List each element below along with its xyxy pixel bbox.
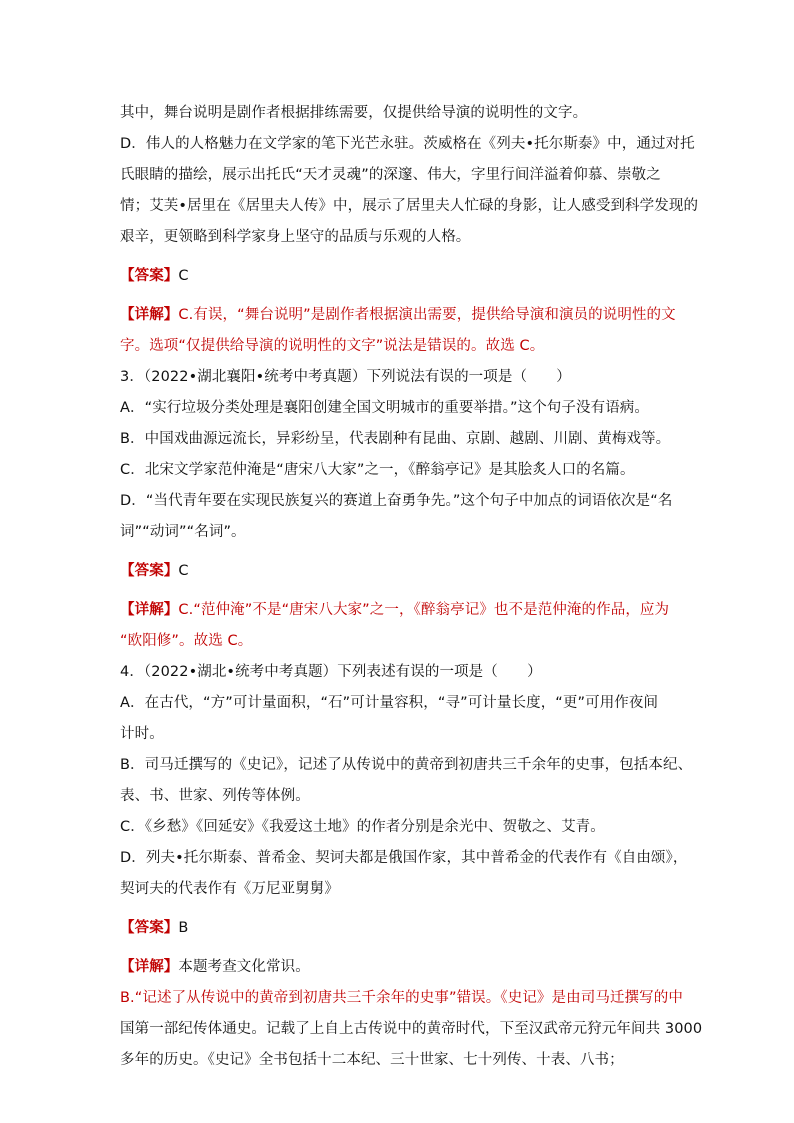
line-text: 计时。	[120, 726, 164, 742]
text-line	[120, 812, 680, 843]
label-tag: 【详解】	[120, 959, 179, 975]
answer-line	[120, 913, 680, 944]
text-line	[120, 843, 688, 874]
line-gap	[120, 292, 680, 300]
label-tag: 【详解】	[120, 602, 179, 618]
text-line	[120, 393, 680, 424]
line-text: “欧阳修”。故选 C。	[120, 633, 253, 649]
line-text: 氏眼睛的描绘，展示出托氏“天才灵魂”的深邃、伟大，字里行间洋溢着仰慕、崇敬之	[120, 167, 661, 183]
text-line	[120, 688, 680, 719]
label-tag: 【答案】	[120, 563, 179, 579]
text-line	[120, 222, 680, 253]
line-text: 4．（2022•湖北•统考中考真题）下列表述有误的一项是（ ）	[120, 664, 542, 680]
line-gap	[120, 253, 680, 261]
line-text: 契诃夫的代表作有《万尼亚舅舅》	[120, 881, 339, 897]
line-text: 字。选项“仅提供给导演的说明性的文字”说法是错误的。故选 C。	[120, 338, 545, 354]
text-line	[120, 657, 680, 688]
answer-line	[120, 556, 680, 587]
line-text: 表、书、世家、列传等体例。	[120, 788, 310, 804]
text-line	[120, 517, 680, 548]
line-text: 艰辛，更领略到科学家身上坚守的品质与乐观的人格。	[120, 229, 471, 245]
line-text: 情；艾芙•居里在《居里夫人传》中，展示了居里夫人忙碌的身影，让人感受到科学发现的	[120, 198, 699, 214]
line-text: B.“记述了从传说中的黄帝到初唐共三千余年的史事”错误。《史记》是由司马迁撰写的中	[120, 990, 683, 1006]
line-text: B．司马迁撰写的《史记》，记述了从传说中的黄帝到初唐共三千余年的史事，包括本纪、	[120, 757, 693, 773]
label-tag: 【答案】	[120, 268, 179, 284]
label-tag: 【答案】	[120, 920, 179, 936]
text-line	[120, 626, 680, 657]
line-text: B	[178, 920, 189, 936]
line-text: 多年的历史。《史记》全书包括十二本纪、三十世家、七十列传、十表、八书；	[120, 1052, 624, 1068]
text-line	[120, 98, 680, 129]
line-text: D．列夫•托尔斯泰、普希金、契诃夫都是俄国作家，其中普希金的代表作有《自由颂》，	[120, 850, 688, 866]
text-line	[120, 331, 680, 362]
text-line	[120, 1014, 703, 1045]
text-line	[120, 160, 680, 191]
line-text: C．《乡愁》《回延安》《我爱这土地》的作者分别是余光中、贺敬之、艾青。	[120, 819, 605, 835]
line-gap	[120, 905, 680, 913]
text-line	[120, 424, 680, 455]
line-gap	[120, 587, 680, 595]
line-gap	[120, 548, 680, 556]
line-text: D．“当代青年要在实现民族复兴的赛道上奋勇争先。”这个句子中加点的词语依次是“名	[120, 493, 673, 509]
text-line	[120, 191, 699, 222]
text-line	[120, 1045, 680, 1076]
label-tag: 【详解】	[120, 307, 179, 323]
text-line	[120, 486, 680, 517]
line-text: C	[178, 563, 189, 579]
text-line	[120, 781, 680, 812]
text-line	[120, 750, 693, 781]
text-line	[120, 983, 683, 1014]
text-line	[120, 362, 680, 393]
line-text: C.有误，“舞台说明”是剧作者根据演出需要，提供给导演和演员的说明性的文	[178, 307, 676, 323]
line-text: C.“范仲淹”不是“唐宋八大家”之一，《醉翁亭记》也不是范仲淹的作品，应为	[178, 602, 670, 618]
line-text: A．在古代，“方”可计量面积，“石”可计量容积，“寻”可计量长度，“更”可用作夜间	[120, 695, 659, 711]
text-line	[120, 129, 695, 160]
answer-line	[120, 261, 680, 292]
line-text: B．中国戏曲源远流长，异彩纷呈，代表剧种有昆曲、京剧、越剧、川剧、黄梅戏等。	[120, 431, 671, 447]
line-text: C	[178, 268, 189, 284]
text-line	[120, 719, 680, 750]
line-text: 3．（2022•湖北襄阳•统考中考真题）下列说法有误的一项是（ ）	[120, 369, 571, 385]
explanation-line	[120, 952, 680, 983]
text-line	[120, 874, 680, 905]
line-text: 词”“动词”“名词”。	[120, 524, 246, 540]
line-text: A．“实行垃圾分类处理是襄阳创建全国文明城市的重要举措。”这个句子没有语病。	[120, 400, 649, 416]
line-text: C．北宋文学家范仲淹是“唐宋八大家”之一，《醉翁亭记》是其脍炙人口的名篇。	[120, 462, 635, 478]
explanation-line	[120, 595, 680, 626]
line-text: 本题考查文化常识。	[178, 959, 310, 975]
line-gap	[120, 944, 680, 952]
document-body	[120, 98, 703, 1076]
line-text: 其中，舞台说明是剧作者根据排练需要，仅提供给导演的说明性的文字。	[120, 105, 588, 121]
text-line	[120, 455, 680, 486]
line-text: 国第一部纪传体通史。记载了上自上古传说中的黄帝时代，下至汉武帝元狩元年间共 3000	[120, 1021, 703, 1037]
line-text: D．伟人的人格魅力在文学家的笔下光芒永驻。茨威格在《列夫•托尔斯泰》中，通过对托	[120, 136, 695, 152]
explanation-line	[120, 300, 680, 331]
